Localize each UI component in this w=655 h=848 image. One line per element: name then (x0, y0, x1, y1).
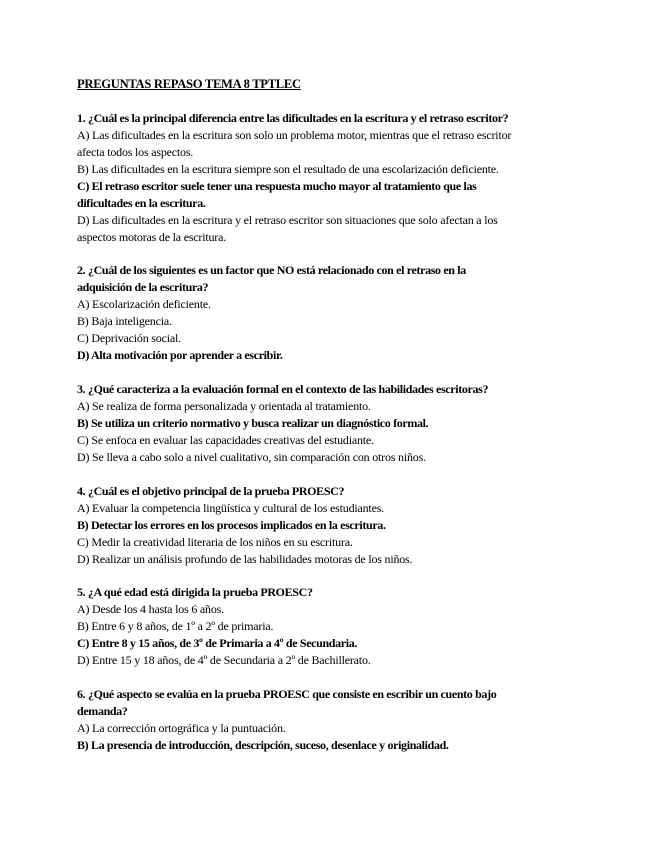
answer-option: C) Se enfoca en evaluar las capacidades creativas del estudiante. (77, 433, 374, 447)
answer-option: afecta todos los aspectos. (77, 145, 194, 159)
question-text: demanda? (77, 704, 128, 718)
answer-option: aspectos motoras de la escritura. (77, 230, 227, 244)
correct-answer-option: B) Se utiliza un criterio normativo y busca realizar un diagnóstico formal. (77, 416, 429, 430)
question-text: 3. ¿Qué caracteriza a la evaluación formal en el contexto de las habilidades escritoras? (77, 382, 489, 396)
answer-option: C) Deprivación social. (77, 331, 181, 345)
question-text: 6. ¿Qué aspecto se evalúa en la prueba PROESC que consiste en escribir un cuento bajo (77, 687, 497, 701)
question-block (77, 110, 597, 246)
answer-option: D) Realizar un análisis profundo de las habilidades motoras de los niños. (77, 552, 413, 566)
answer-option: A) Escolarización deficiente. (77, 297, 211, 311)
answer-option: A) La corrección ortográfica y la puntuación. (77, 721, 286, 735)
answer-option: D) Las dificultades en la escritura y el retraso escritor son situaciones que solo afectan a los (77, 213, 498, 227)
correct-answer-option: B) Detectar los errores en los procesos implicados en la escritura. (77, 518, 386, 532)
correct-answer-option: D) Alta motivación por aprender a escribir. (77, 348, 283, 362)
answer-option: D) Entre 15 y 18 años, de 4º de Secundaria a 2º de Bachillerato. (77, 653, 371, 667)
document-title: PREGUNTAS REPASO TEMA 8 TPTLEC (77, 77, 301, 91)
question-text: 5. ¿A qué edad está dirigida la prueba PROESC? (77, 585, 313, 599)
correct-answer-option: B) La presencia de introducción, descripción, suceso, desenlace y originalidad. (77, 738, 449, 752)
answer-option: D) Se lleva a cabo solo a nivel cualitativo, sin comparación con otros niños. (77, 450, 426, 464)
correct-answer-option: C) El retraso escritor suele tener una respuesta mucho mayor al tratamiento que las (77, 179, 477, 193)
question-text: 1. ¿Cuál es la principal diferencia entre las dificultades en la escritura y el retraso escritor? (77, 111, 509, 125)
answer-option: A) Desde los 4 hasta los 6 años. (77, 602, 224, 616)
answer-option: C) Medir la creatividad literaria de los niños en su escritura. (77, 535, 353, 549)
answer-option: A) Se realiza de forma personalizada y orientada al tratamiento. (77, 399, 371, 413)
correct-answer-option: dificultades en la escritura. (77, 196, 206, 210)
answer-option: A) Las dificultades en la escritura son solo un problema motor, mientras que el retraso escritor (77, 128, 512, 142)
question-text: 4. ¿Cuál es el objetivo principal de la prueba PROESC? (77, 484, 345, 498)
answer-option: B) Entre 6 y 8 años, de 1º a 2º de primaria. (77, 619, 274, 633)
question-text: adquisición de la escritura? (77, 280, 209, 294)
question-block (77, 262, 597, 364)
question-block (77, 381, 597, 466)
question-block (77, 686, 597, 754)
question-block (77, 483, 597, 568)
question-block (77, 584, 597, 669)
answer-option: B) Las dificultades en la escritura siempre son el resultado de una escolarización deficiente. (77, 162, 499, 176)
correct-answer-option: C) Entre 8 y 15 años, de 3º de Primaria a 4º de Secundaria. (77, 636, 358, 650)
answer-option: A) Evaluar la competencia lingüística y cultural de los estudiantes. (77, 501, 384, 515)
question-text: 2. ¿Cuál de los siguientes es un factor que NO está relacionado con el retraso en la (77, 263, 466, 277)
answer-option: B) Baja inteligencia. (77, 314, 172, 328)
